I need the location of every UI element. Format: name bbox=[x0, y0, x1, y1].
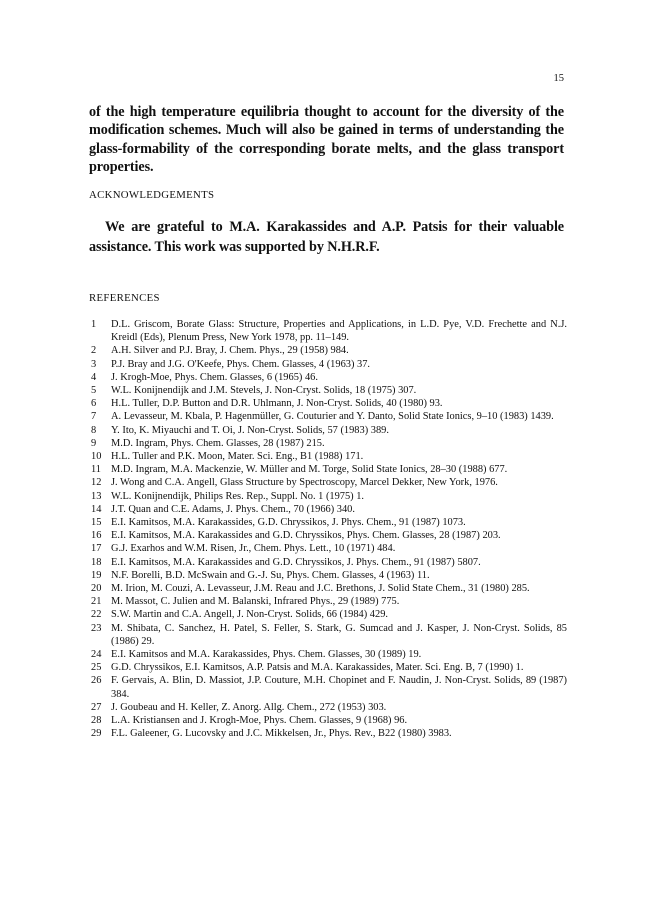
reference-number: 4 bbox=[91, 371, 97, 383]
reference-item bbox=[89, 397, 567, 410]
references-heading: REFERENCES bbox=[89, 292, 160, 304]
reference-item bbox=[89, 529, 567, 542]
reference-text: W.L. Konijnendijk and J.M. Stevels, J. Non-Cryst. Solids, 18 (1975) 307. bbox=[111, 385, 417, 397]
reference-text: H.L. Tuller, D.P. Button and D.R. Uhlmann, J. Non-Cryst. Solids, 40 (1980) 93. bbox=[111, 398, 443, 410]
reference-text: E.I. Kamitsos, M.A. Karakassides and G.D. Chryssikos, Phys. Chem. Glasses, 28 (1987) 203. bbox=[111, 530, 501, 542]
reference-number: 18 bbox=[91, 556, 102, 568]
reference-item bbox=[89, 701, 567, 714]
reference-item bbox=[89, 661, 567, 674]
reference-text: F. Gervais, A. Blin, D. Massiot, J.P. Couture, M.H. Chopinet and F. Naudin, J. Non-Cryst. Solids, 89 (1987) 384. bbox=[111, 675, 567, 700]
reference-text: Y. Ito, K. Miyauchi and T. Oi, J. Non-Cryst. Solids, 57 (1983) 389. bbox=[111, 424, 389, 436]
reference-number: 16 bbox=[91, 530, 102, 542]
reference-item bbox=[89, 674, 567, 700]
reference-item bbox=[89, 582, 567, 595]
reference-item bbox=[89, 569, 567, 582]
reference-text: W.L. Konijnendijk, Philips Res. Rep., Suppl. No. 1 (1975) 1. bbox=[111, 490, 365, 502]
reference-item bbox=[89, 608, 567, 621]
reference-number: 1 bbox=[91, 319, 97, 330]
reference-item bbox=[89, 556, 567, 569]
reference-text: M. Irion, M. Couzi, A. Levasseur, J.M. Reau and J.C. Brethons, J. Solid State Chem., 31 (1980) 285. bbox=[111, 583, 530, 595]
reference-text: L.A. Kristiansen and J. Krogh-Moe, Phys. Chem. Glasses, 9 (1968) 96. bbox=[111, 715, 408, 727]
reference-number: 19 bbox=[91, 569, 102, 581]
reference-number: 7 bbox=[91, 411, 97, 423]
reference-text: J. Krogh-Moe, Phys. Chem. Glasses, 6 (1965) 46. bbox=[111, 371, 318, 383]
reference-number: 6 bbox=[91, 398, 97, 410]
reference-number: 17 bbox=[91, 543, 102, 555]
reference-number: 10 bbox=[91, 451, 102, 463]
reference-number: 8 bbox=[91, 424, 97, 436]
reference-number: 26 bbox=[91, 675, 102, 687]
reference-item bbox=[89, 622, 567, 648]
reference-number: 9 bbox=[91, 437, 97, 449]
reference-text: M. Shibata, C. Sanchez, H. Patel, S. Feller, S. Stark, G. Sumcad and J. Kasper, J. Non-Cryst. Solids, 85 (1986) 29. bbox=[111, 622, 567, 647]
reference-text: S.W. Martin and C.A. Angell, J. Non-Cryst. Solids, 66 (1984) 429. bbox=[111, 609, 388, 621]
reference-text: P.J. Bray and J.G. O'Keefe, Phys. Chem. Glasses, 4 (1963) 37. bbox=[111, 358, 371, 370]
reference-item bbox=[89, 410, 567, 423]
reference-item bbox=[89, 358, 567, 371]
reference-number: 27 bbox=[91, 701, 102, 713]
reference-number: 20 bbox=[91, 583, 102, 595]
reference-item bbox=[89, 463, 567, 476]
reference-text: E.I. Kamitsos and M.A. Karakassides, Phys. Chem. Glasses, 30 (1989) 19. bbox=[111, 649, 422, 661]
reference-number: 25 bbox=[91, 662, 102, 674]
reference-number: 21 bbox=[91, 596, 102, 608]
reference-number: 11 bbox=[91, 464, 102, 476]
reference-item bbox=[89, 371, 567, 384]
body-paragraph: of the high temperature equilibria thought to account for the diversity of the modification schemes. Much will also be gained in terms of understanding the glass-formability of the corresponding borate melts, and the glass transport properties. bbox=[89, 104, 564, 176]
reference-item bbox=[89, 503, 567, 516]
reference-item bbox=[89, 516, 567, 529]
reference-item bbox=[89, 542, 567, 555]
reference-item bbox=[89, 490, 567, 503]
reference-text: M.D. Ingram, M.A. Mackenzie, W. Müller and M. Torge, Solid State Ionics, 28–30 (1988) 677. bbox=[111, 464, 508, 476]
reference-list bbox=[89, 318, 567, 741]
reference-text: D.L. Griscom, Borate Glass: Structure, Properties and Applications, in L.D. Pye, V.D. Frechette and N.J. Kreidl (Eds), Plenum Press, New York 1978, pp. 11–149. bbox=[111, 319, 567, 344]
reference-item bbox=[89, 595, 567, 608]
reference-text: J. Goubeau and H. Keller, Z. Anorg. Allg. Chem., 272 (1953) 303. bbox=[111, 701, 387, 713]
reference-number: 3 bbox=[91, 358, 97, 370]
reference-text: M. Massot, C. Julien and M. Balanski, Infrared Phys., 29 (1989) 775. bbox=[111, 596, 400, 608]
reference-item bbox=[89, 727, 567, 740]
reference-number: 15 bbox=[91, 517, 102, 529]
page-number: 15 bbox=[553, 73, 564, 84]
reference-text: E.I. Kamitsos, M.A. Karakassides and G.D. Chryssikos, J. Phys. Chem., 91 (1987) 5807. bbox=[111, 556, 481, 568]
reference-text: E.I. Kamitsos, M.A. Karakassides, G.D. Chryssikos, J. Phys. Chem., 91 (1987) 1073. bbox=[111, 517, 466, 529]
reference-text: M.D. Ingram, Phys. Chem. Glasses, 28 (1987) 215. bbox=[111, 437, 325, 449]
reference-number: 24 bbox=[91, 649, 102, 661]
reference-number: 22 bbox=[91, 609, 102, 621]
reference-number: 2 bbox=[91, 345, 97, 357]
reference-text: G.D. Chryssikos, E.I. Kamitsos, A.P. Patsis and M.A. Karakassides, Mater. Sci. Eng. B, 7 (1990) 1. bbox=[111, 662, 524, 674]
reference-number: 14 bbox=[91, 503, 102, 515]
reference-item bbox=[89, 714, 567, 727]
reference-text: A.H. Silver and P.J. Bray, J. Chem. Phys., 29 (1958) 984. bbox=[111, 345, 349, 357]
reference-text: J.T. Quan and C.E. Adams, J. Phys. Chem., 70 (1966) 340. bbox=[111, 503, 355, 515]
reference-item bbox=[89, 318, 567, 344]
reference-item bbox=[89, 384, 567, 397]
acknowledgements-heading: ACKNOWLEDGEMENTS bbox=[89, 189, 215, 201]
reference-text: F.L. Galeener, G. Lucovsky and J.C. Mikkelsen, Jr., Phys. Rev., B22 (1980) 3983. bbox=[111, 728, 452, 740]
reference-item bbox=[89, 344, 567, 357]
reference-number: 23 bbox=[91, 622, 102, 634]
reference-text: G.J. Exarhos and W.M. Risen, Jr., Chem. Phys. Lett., 10 (1971) 484. bbox=[111, 543, 396, 555]
reference-number: 13 bbox=[91, 490, 102, 502]
reference-number: 28 bbox=[91, 715, 102, 727]
reference-number: 12 bbox=[91, 477, 102, 489]
reference-text: J. Wong and C.A. Angell, Glass Structure by Spectroscopy, Marcel Dekker, New York, 1976. bbox=[111, 477, 498, 489]
reference-text: N.F. Borelli, B.D. McSwain and G.-J. Su, Phys. Chem. Glasses, 4 (1963) 11. bbox=[111, 569, 430, 581]
reference-item bbox=[89, 450, 567, 463]
reference-number: 5 bbox=[91, 385, 97, 397]
reference-item bbox=[89, 476, 567, 489]
reference-item bbox=[89, 437, 567, 450]
reference-number: 29 bbox=[91, 728, 102, 740]
reference-text: H.L. Tuller and P.K. Moon, Mater. Sci. Eng., B1 (1988) 171. bbox=[111, 451, 364, 463]
reference-item bbox=[89, 648, 567, 661]
acknowledgements-text: We are grateful to M.A. Karakassides and A.P. Patsis for their valuable assistance. This work was supported by N.H.R.F. bbox=[89, 219, 564, 255]
reference-item bbox=[89, 424, 567, 437]
reference-text: A. Levasseur, M. Kbala, P. Hagenmüller, G. Couturier and Y. Danto, Solid State Ionics, 9–10 (1983) 1439. bbox=[111, 411, 554, 423]
